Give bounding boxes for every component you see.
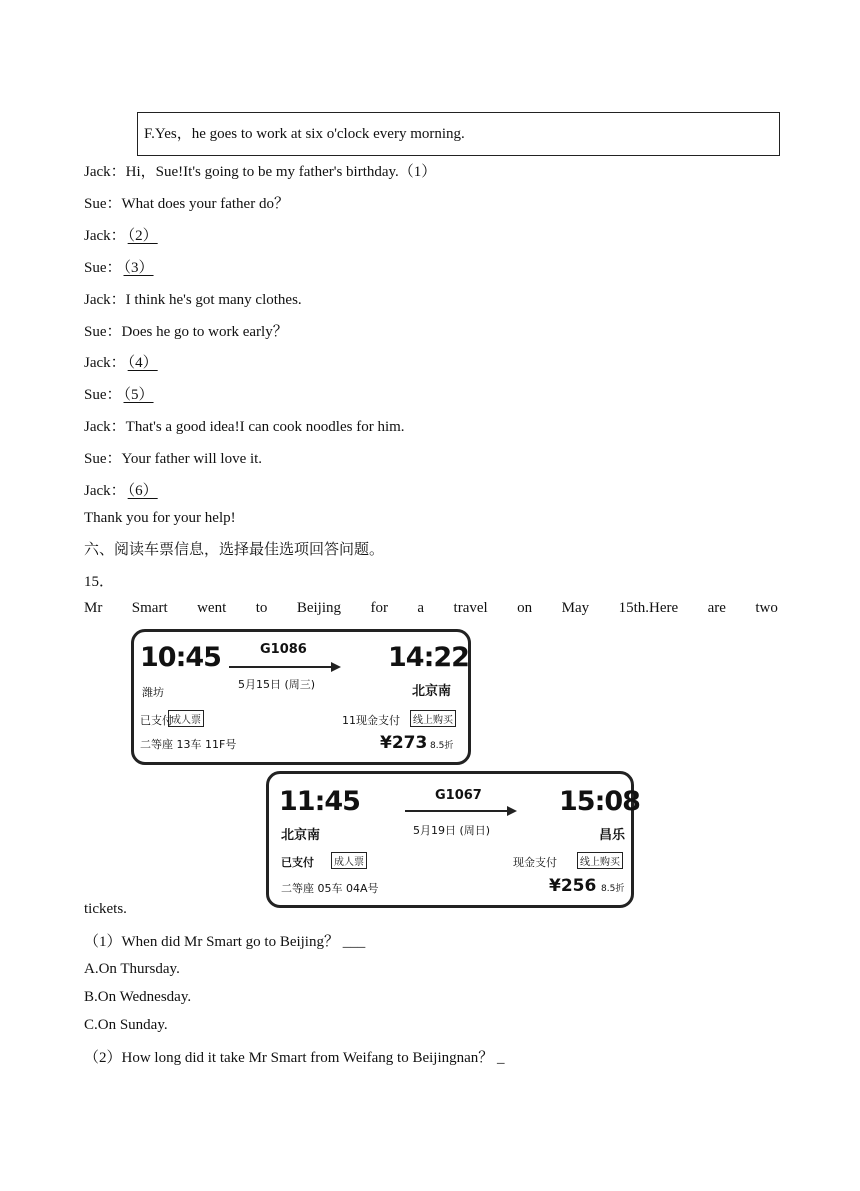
depart-time: 11:45 [279,786,360,817]
to-station: 昌乐 [599,828,626,843]
travel-date: 5月19日 (周日) [413,824,491,837]
question-number: 15． [84,574,115,590]
answer-blank[interactable]: （5） [123,387,154,403]
intro-word: on [517,600,533,616]
speaker: Jack： [84,419,126,435]
train-number: G1067 [435,788,482,803]
option-f-box [137,112,780,156]
ticket-price: ¥273 [380,733,428,753]
ticket-type-stamp: 成人票 [168,710,204,727]
speaker: Sue： [84,387,122,403]
paid-status: 已支付 [281,856,314,869]
thanks-line: Thank you for your help! [84,510,236,526]
q1-option-a[interactable]: A.On Thursday. [84,961,180,977]
line-text: Does he go to work early？ [121,324,288,340]
speaker: Jack： [84,164,126,180]
speaker: Sue： [84,451,122,467]
intro-word: a [417,600,425,616]
intro-word: went [197,600,227,616]
dialogue-line [84,160,436,181]
q1-option-b[interactable]: B.On Wednesday. [84,989,192,1005]
speaker: Jack： [84,228,126,244]
from-station: 北京南 [281,828,321,843]
speaker: Jack： [84,355,126,371]
train-ticket-1 [131,629,471,765]
answer-blank[interactable]: （2） [127,228,158,244]
arrive-time: 14:22 [388,642,469,673]
line-text: Hi，Sue!It's going to be my father's birthday.（1） [125,164,437,180]
seat-info: 二等座 05车 04A号 [281,882,379,895]
speaker: Sue： [84,260,122,276]
ticket-type-stamp: 成人票 [331,852,367,869]
intro-word: May [561,600,590,616]
intro-word: for [370,600,388,616]
intro-word: Beijing [296,600,342,616]
pay-note: 11现金支付 [342,714,400,727]
intro-word: are [707,600,726,616]
dialogue-line [84,320,288,341]
option-f-text: F.Yes，he goes to work at six o'clock every morning. [144,126,465,142]
intro-word: Mr [84,600,103,616]
discount: 8.5折 [601,884,625,894]
buy-note: 线上购买 [410,710,456,727]
answer-blank[interactable]: （4） [127,355,158,371]
depart-time: 10:45 [140,642,221,673]
train-number: G1086 [260,642,307,657]
from-station: 潍坊 [142,686,164,699]
speaker: Jack： [84,483,126,499]
ticket-price: ¥256 [549,876,597,896]
buy-note: 线上购买 [577,852,623,869]
dialogue-line [84,415,405,436]
intro-word: 15th.Here [618,600,679,616]
intro-word: Smart [131,600,168,616]
arrive-time: 15:08 [559,786,640,817]
dialogue-line [84,383,160,404]
question-2: （2）How long did it take Mr Smart from Weifang to Beijingnan？ _ [84,1050,505,1066]
intro-text [84,600,778,617]
dialogue-line [84,256,160,277]
section-title: 六、阅读车票信息，选择最佳选项回答问题。 [84,542,385,558]
intro-word: two [755,600,778,616]
travel-date: 5月15日 (周三) [238,678,316,691]
intro-end: tickets. [84,901,127,917]
answer-blank[interactable]: （3） [123,260,154,276]
arrow-icon [229,666,333,668]
speaker: Sue： [84,196,122,212]
dialogue-line [84,351,164,372]
dialogue-line [84,288,302,309]
paid-status: 已支付 [140,714,173,727]
discount: 8.5折 [430,741,454,751]
dialogue-line [84,447,262,468]
seat-info: 二等座 13车 11F号 [140,738,237,751]
line-text: Your father will love it. [121,451,263,467]
intro-word: to [255,600,268,616]
line-text: That's a good idea!I can cook noodles for him. [125,419,405,435]
intro-word: travel [453,600,488,616]
dialogue-line [84,479,164,500]
question-1: （1）When did Mr Smart go to Beijing？ ___ [84,934,366,950]
dialogue-line [84,224,164,245]
q1-option-c[interactable]: C.On Sunday. [84,1017,168,1033]
line-text: I think he's got many clothes. [125,292,302,308]
to-station: 北京南 [412,684,452,699]
speaker: Jack： [84,292,126,308]
line-text: What does your father do？ [121,196,289,212]
answer-blank[interactable]: （6） [127,483,158,499]
speaker: Sue： [84,324,122,340]
arrow-icon [405,810,509,812]
train-ticket-2 [266,771,640,908]
pay-note: 现金支付 [513,856,557,869]
dialogue-line [84,192,289,213]
